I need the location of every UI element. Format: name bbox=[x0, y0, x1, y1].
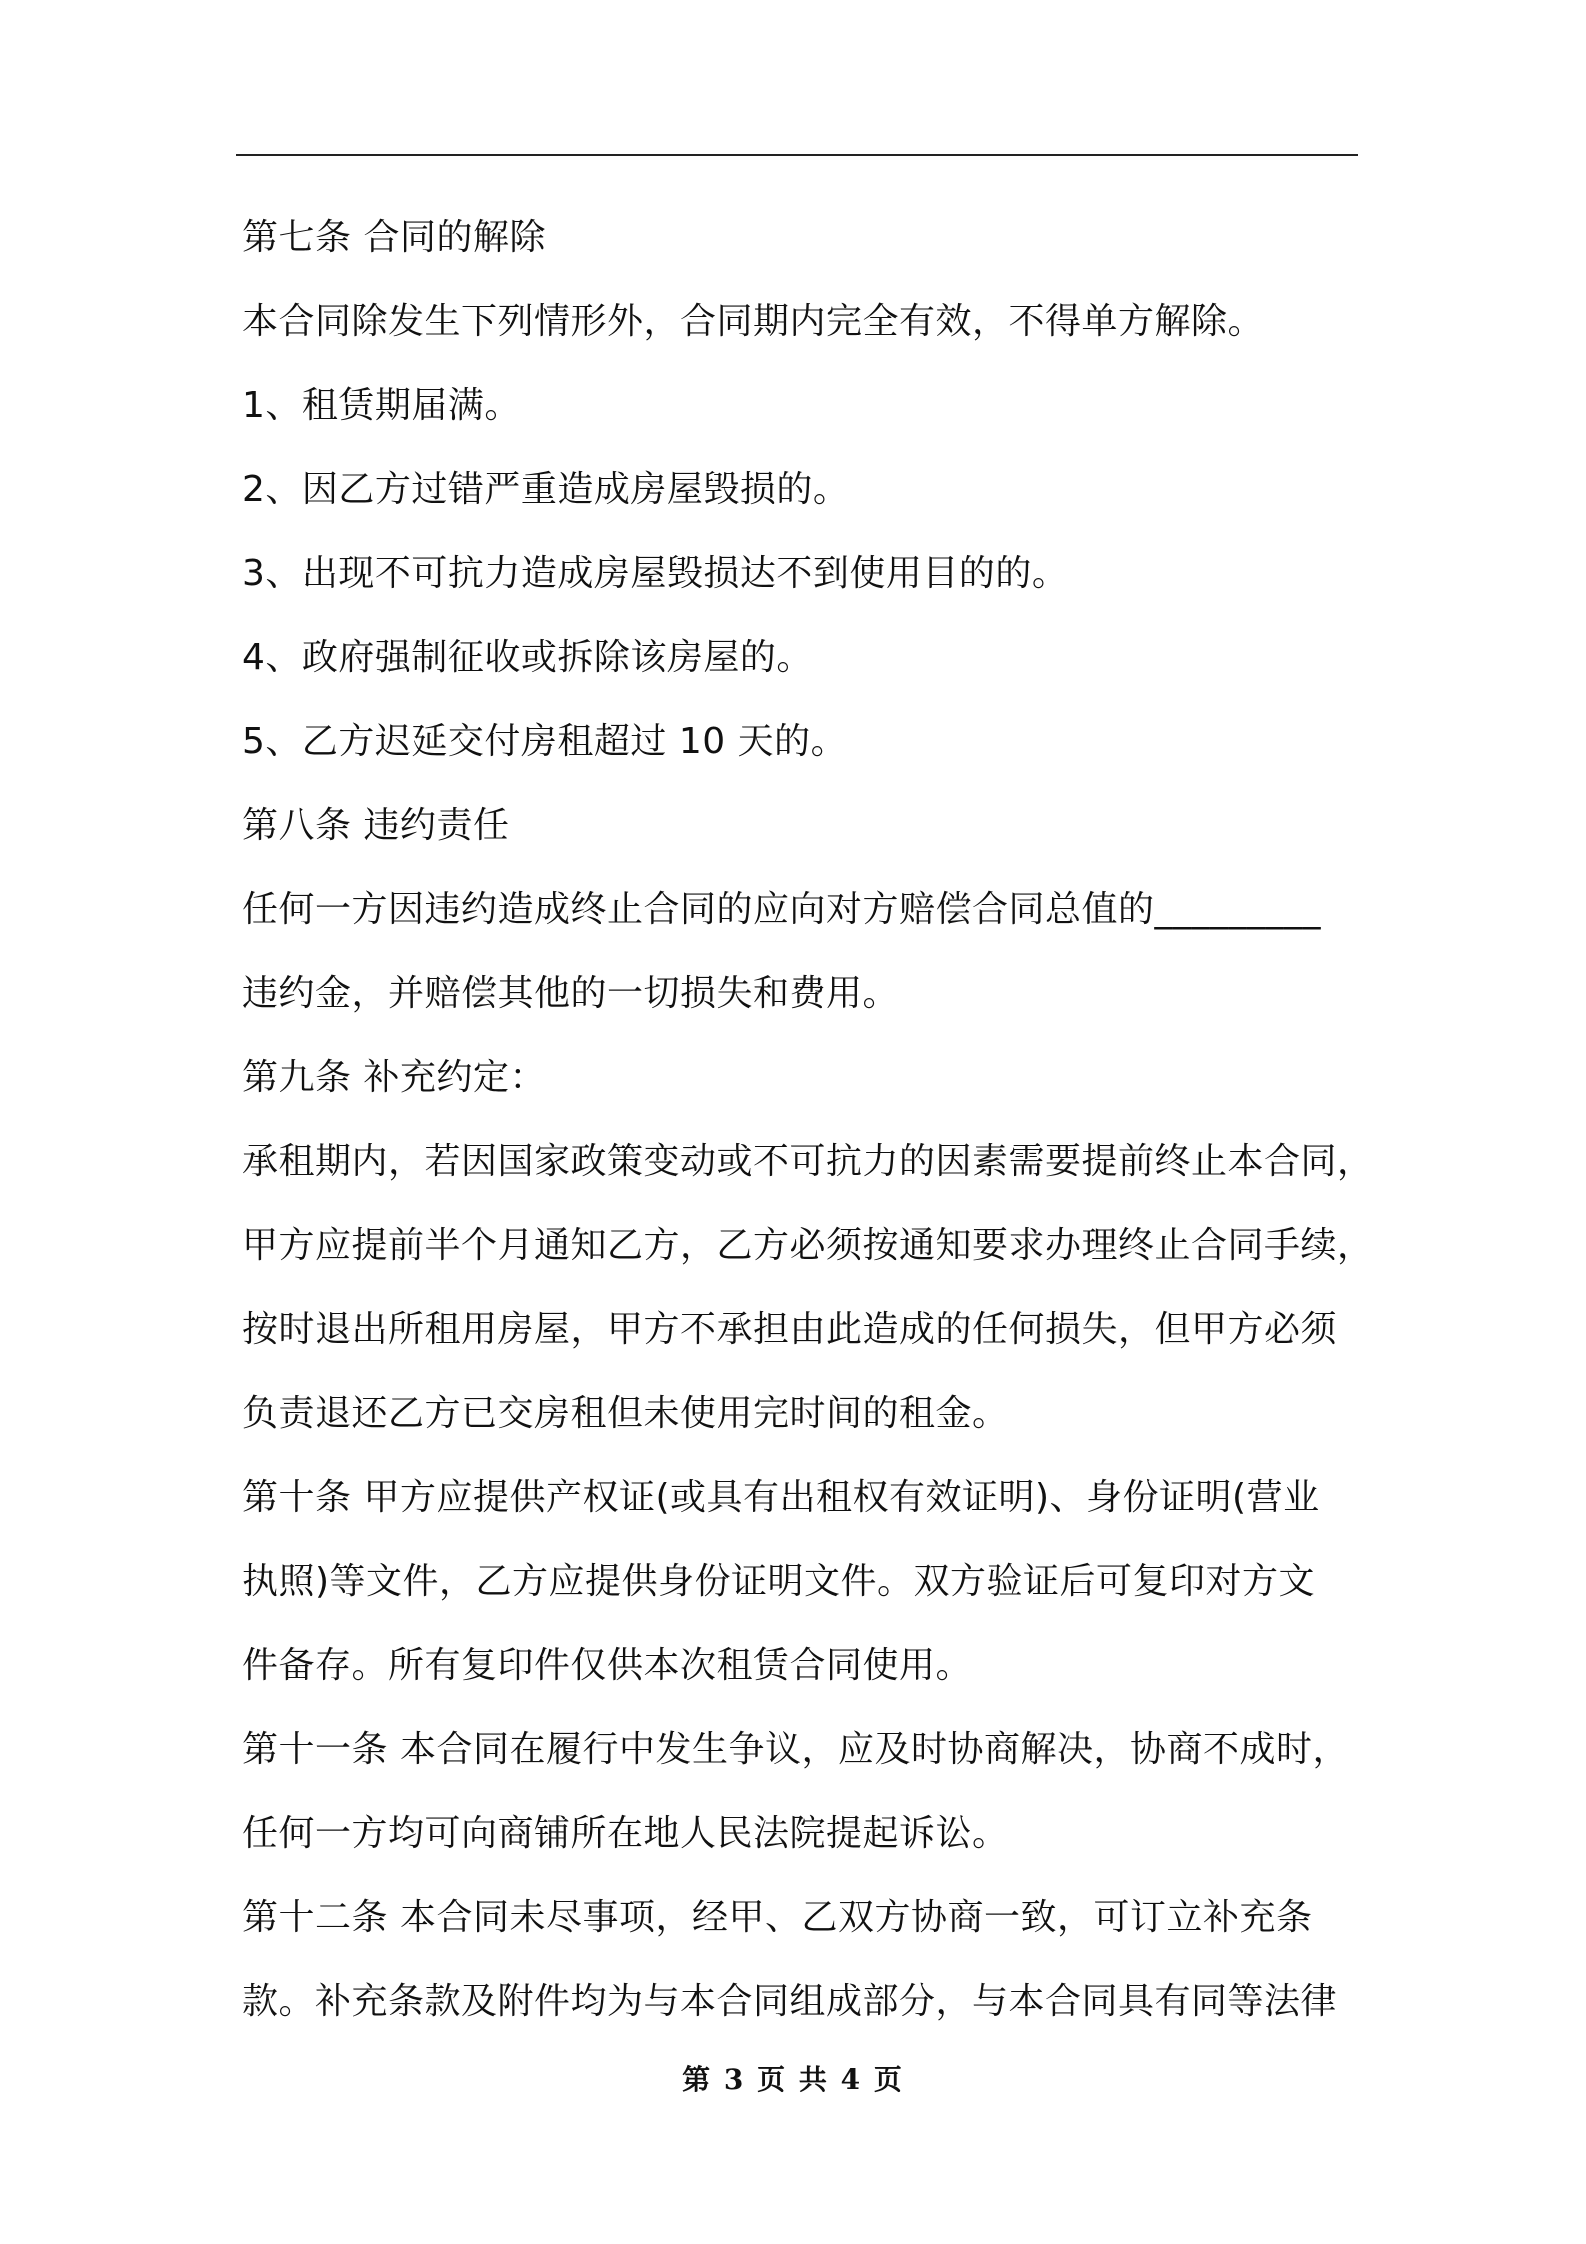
article-7-item-4: 4、政府强制征收或拆除该房屋的。 bbox=[242, 637, 813, 678]
article-9-heading: 第九条 补充约定： bbox=[242, 1057, 546, 1098]
article-7-item-3: 3、出现不可抗力造成房屋毁损达不到使用目的的。 bbox=[242, 553, 1069, 594]
article-7-intro: 本合同除发生下列情形外，合同期内完全有效，不得单方解除。 bbox=[242, 301, 1265, 342]
article-8-text-line: 违约金，并赔偿其他的一切损失和费用。 bbox=[242, 973, 900, 1014]
article-8-heading: 第八条 违约责任 bbox=[242, 805, 510, 846]
article-10-text-line: 执照)等文件，乙方应提供身份证明文件。双方验证后可复印对方文 bbox=[242, 1561, 1316, 1602]
article-9-text-line: 按时退出所租用房屋，甲方不承担由此造成的任何损失，但甲方必须 bbox=[242, 1309, 1338, 1350]
article-11-text-line: 第十一条 本合同在履行中发生争议，应及时协商解决，协商不成时， bbox=[242, 1729, 1349, 1770]
header-rule bbox=[236, 154, 1358, 156]
article-9-text-line: 负责退还乙方已交房租但未使用完时间的租金。 bbox=[242, 1393, 1009, 1434]
article-7-heading: 第七条 合同的解除 bbox=[242, 217, 546, 258]
article-12-text-line: 第十二条 本合同未尽事项，经甲、乙双方协商一致，可订立补充条 bbox=[242, 1897, 1313, 1938]
page-number-footer: 第 3 页 共 4 页 bbox=[682, 2063, 904, 2096]
article-7-item-5: 5、乙方迟延交付房租超过 10 天的。 bbox=[242, 721, 848, 762]
article-8-text-line: 任何一方因违约造成终止合同的应向对方赔偿合同总值的_________ bbox=[242, 889, 1322, 930]
article-10-text-line: 第十条 甲方应提供产权证(或具有出租权有效证明)、身份证明(营业 bbox=[242, 1477, 1320, 1518]
article-10-text-line: 件备存。所有复印件仅供本次租赁合同使用。 bbox=[242, 1645, 973, 1686]
document-body bbox=[242, 196, 1376, 2044]
article-9-text-line: 甲方应提前半个月通知乙方，乙方必须按通知要求办理终止合同手续， bbox=[242, 1225, 1374, 1266]
article-7-item-2: 2、因乙方过错严重造成房屋毁损的。 bbox=[242, 469, 850, 510]
article-12-text-line: 款。补充条款及附件均为与本合同组成部分，与本合同具有同等法律 bbox=[242, 1981, 1338, 2022]
article-11-text-line: 任何一方均可向商铺所在地人民法院提起诉讼。 bbox=[242, 1813, 1009, 1854]
article-9-text-line: 承租期内，若因国家政策变动或不可抗力的因素需要提前终止本合同， bbox=[242, 1141, 1374, 1182]
article-7-item-1: 1、租赁期届满。 bbox=[242, 385, 521, 426]
